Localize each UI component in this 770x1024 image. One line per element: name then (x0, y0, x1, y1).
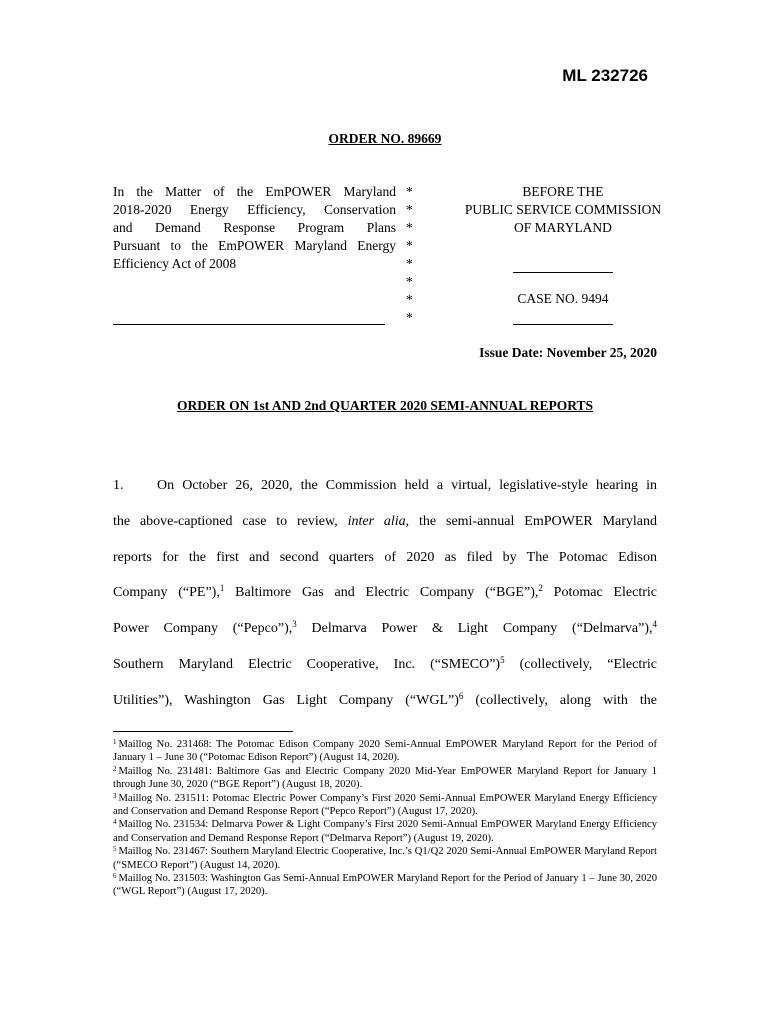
case-caption-court (447, 183, 679, 237)
footnote-ref[interactable]: 5 (500, 654, 505, 665)
star: * (406, 184, 413, 199)
footnote: $^5$ Maillog No. 231467: Southern Maryland Electric Cooperative, Inc.’s Q1/Q2 2020 Semi-Annual EmPOWER Maryland Report (“SMECO Report”) (August 14, 2020). (113, 845, 657, 871)
order-title: ORDER ON 1st AND 2nd QUARTER 2020 SEMI-ANNUAL REPORTS (176, 398, 594, 413)
paragraph-line: Southern Maryland Electric Cooperative, Inc. (“SMECO”)$^5$ (collectively, “Electric (113, 654, 657, 672)
caption-line: and Demand Response Program Plans (113, 220, 396, 235)
paragraph-line: Company (“PE”),$^1$ Baltimore Gas and Electric Company (“BGE”),$^2$ Potomac Electric (113, 583, 657, 601)
footnote-ref[interactable]: 3 (292, 619, 297, 630)
paragraph-line: Utilities”), Washington Gas Light Company (“WGL”)$^6$ (collectively, along with the (113, 690, 657, 708)
court-line: PUBLIC SERVICE COMMISSION (464, 202, 662, 217)
caption-line: In the Matter of the EmPOWER Maryland (113, 184, 396, 199)
star: * (406, 292, 413, 307)
star: * (406, 220, 413, 235)
caption-stars (406, 183, 418, 327)
paragraph-1 (113, 468, 657, 719)
caption-divider (513, 324, 613, 325)
footnote-ref[interactable]: 6 (458, 690, 464, 701)
case-caption-matter (113, 183, 396, 273)
court-line: OF MARYLAND (514, 220, 612, 235)
italic-term: inter alia (347, 513, 406, 529)
order-number: ORDER NO. 89669 (328, 131, 442, 146)
footnote: $^4$ Maillog No. 231534: Delmarva Power & Light Company’s First 2020 Semi-Annual EmPOWER Maryland Energy Efficiency and Conservation and Demand Response Report (“Delmarva Report”) (August 19, 2020). (113, 818, 657, 844)
footnote-separator (113, 731, 293, 732)
caption-divider (513, 272, 613, 273)
footnote: $^1$ Maillog No. 231468: The Potomac Edison Company 2020 Semi-Annual EmPOWER Maryland Report for the Period of January 1 – June 30 (“Potomac Edison Report”) (August 14, 2020). (113, 738, 657, 764)
caption-divider (113, 324, 385, 325)
footnote: $^3$ Maillog No. 231511: Potomac Electric Power Company’s First 2020 Semi-Annual EmPOWER Maryland Energy Efficiency and Conservation and Demand Response Report (“Pepco Report”) (August 17, 2020). (113, 791, 657, 818)
footnote-number: 3 (113, 791, 117, 800)
issue-date: Issue Date: November 25, 2020 (479, 345, 657, 360)
star: * (406, 310, 413, 325)
star: * (406, 238, 413, 253)
footnote-number: 5 (113, 845, 117, 854)
footnote-ref[interactable]: 2 (538, 583, 543, 594)
caption-line: Efficiency Act of 2008 (113, 256, 237, 271)
star: * (406, 202, 413, 217)
paragraph-line: the above-captioned case to review, inter alia, the semi-annual EmPOWER Maryland (113, 513, 657, 529)
caption-line: Pursuant to the EmPOWER Maryland Energy (113, 238, 396, 253)
star: * (406, 274, 413, 289)
footnote-ref[interactable]: 4 (652, 619, 657, 630)
footnote-ref[interactable]: 1 (219, 583, 225, 594)
footnote-number: 1 (113, 738, 117, 746)
footnote-number: 4 (113, 818, 117, 827)
paragraph-line: 1. On October 26, 2020, the Commission held a virtual, legislative-style hearing in (113, 468, 657, 504)
footnote: $^2$ Maillog No. 231481: Baltimore Gas and Electric Company 2020 Mid-Year EmPOWER Maryland Report for January 1 through June 30, 2020 (“BGE Report”) (August 18, 2020). (113, 764, 657, 791)
paragraph-number: 1. (113, 478, 124, 493)
paragraph-line: reports for the first and second quarters of 2020 as filed by The Potomac Edison (113, 549, 657, 565)
footnote-number: 6 (113, 872, 117, 881)
court-line: BEFORE THE (522, 184, 604, 199)
star: * (406, 256, 413, 271)
caption-line: 2018-2020 Energy Efficiency, Conservation (113, 202, 396, 217)
footnote: $^6$ Maillog No. 231503: Washington Gas Semi-Annual EmPOWER Maryland Report for the Period of January 1 – June 30, 2020 (“WGL Report”) (August 17, 2020). (113, 872, 657, 898)
footnote-number: 2 (113, 764, 117, 773)
footnotes (113, 738, 657, 899)
ml-number: ML 232726 (562, 66, 648, 85)
paragraph-line: Power Company (“Pepco”),$^3$ Delmarva Power & Light Company (“Delmarva”),$^4$ (113, 619, 657, 637)
case-number: CASE NO. 9494 (517, 291, 609, 306)
